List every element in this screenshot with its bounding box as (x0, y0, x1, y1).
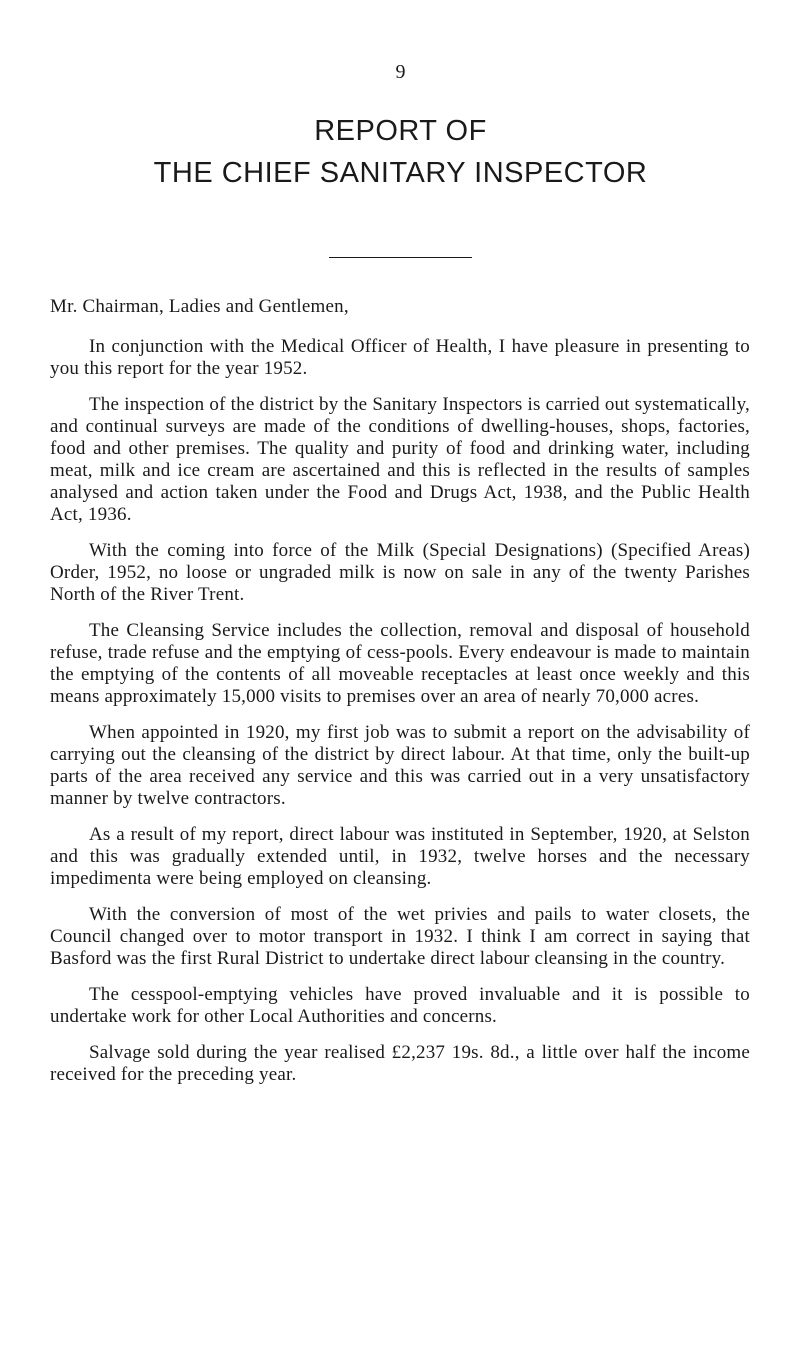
paragraph-cesspool-vehicles: The cesspool-emptying vehicles have proved invaluable and it is possible to undertake work for other Local Authorities and concerns. (50, 984, 750, 1027)
report-title-line-2: THE CHIEF SANITARY INSPECTOR (153, 157, 648, 189)
paragraph-inspection: The inspection of the district by the Sanitary Inspectors is carried out systematically, and continual surveys are made of the conditions of dwelling-houses, shops, factories, food and other premises. The quality and purity of food and drinking water, including meat, milk and ice cream are ascertained and this is reflected in the results of samples analysed and action taken under the Food and Drugs Act, 1938, and the Public Health Act, 1936. (50, 394, 750, 525)
paragraph-motor-transport: With the conversion of most of the wet privies and pails to water closets, the Council changed over to motor transport in 1932. I think I am correct in saying that Basford was the first Rural District to undertake direct labour cleansing in the country. (50, 904, 750, 969)
page-number: 9 (395, 61, 406, 83)
paragraph-introduction: In conjunction with the Medical Officer of Health, I have pleasure in presenting to you this report for the year 1952. (50, 336, 750, 379)
paragraph-salvage: Salvage sold during the year realised £2,237 19s. 8d., a little over half the income received for the preceding year. (50, 1042, 750, 1085)
salutation: Mr. Chairman, Ladies and Gentlemen, (50, 296, 349, 317)
paragraph-cleansing-service: The Cleansing Service includes the collection, removal and disposal of household refuse, trade refuse and the emptying of cess-pools. Every endeavour is made to maintain the emptying of the contents of all moveable receptacles at least once weekly and this means approximately 15,000 visits to premises over an area of nearly 70,000 acres. (50, 620, 750, 707)
paragraph-direct-labour: As a result of my report, direct labour was instituted in September, 1920, at Selston and this was gradually extended until, in 1932, twelve horses and the necessary impedimenta were being employed on cleansing. (50, 824, 750, 889)
paragraph-appointment: When appointed in 1920, my first job was to submit a report on the advisability of carrying out the cleansing of the district by direct labour. At that time, only the built-up parts of the area received any service and this was carried out in a very unsatisfactory manner by twelve contractors. (50, 722, 750, 809)
report-title-line-1: REPORT OF (314, 115, 487, 147)
paragraph-milk-order: With the coming into force of the Milk (Special Designations) (Specified Areas) Order, 1952, no loose or ungraded milk is now on sale in any of the twenty Parishes North of the River Trent. (50, 540, 750, 605)
report-body (50, 296, 750, 1086)
title-divider (329, 257, 472, 258)
